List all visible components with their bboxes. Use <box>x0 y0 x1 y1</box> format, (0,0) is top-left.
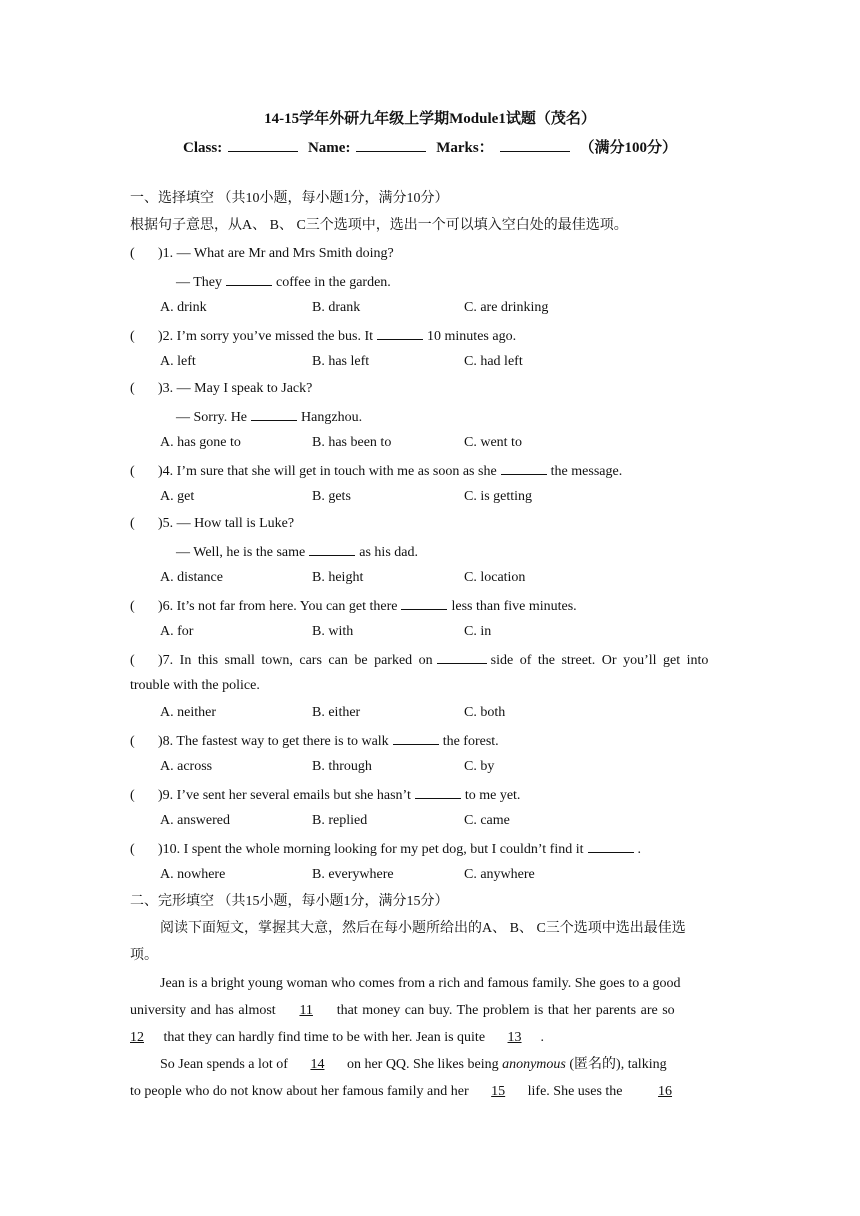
class-blank <box>228 137 298 152</box>
cloze-blank-13: 13 <box>507 1030 522 1045</box>
passage-text: So Jean spends a lot of <box>160 1057 288 1072</box>
answer-blank <box>588 839 634 853</box>
class-label: Class: <box>183 140 223 156</box>
option-a: A. drink <box>160 300 207 315</box>
passage-text: university and has almost <box>130 1003 276 1018</box>
option-b: B. has been to <box>312 435 392 450</box>
option-b: B. either <box>312 705 361 720</box>
passage-line <box>130 1002 733 1020</box>
response-text: — They <box>176 275 223 290</box>
cloze-blank-16: 16 <box>658 1084 673 1099</box>
question-stem-end: side of the street. Or you’ll get into <box>490 653 709 668</box>
option-a: A. has gone to <box>160 435 241 450</box>
question-stem-end: . <box>637 842 642 857</box>
answer-blank <box>501 461 547 475</box>
section2-instruction: 阅读下面短文，掌握其大意，然后在每小题所给出的A、 B、 C三个选项中选出最佳选 <box>160 921 686 936</box>
passage-text: that money can buy. The problem is that her parents are so <box>336 1003 675 1018</box>
option-c: C. in <box>464 624 492 639</box>
italic-term: anonymous <box>502 1057 566 1072</box>
question-6 <box>130 596 733 616</box>
answer-blank <box>437 650 487 664</box>
option-c: C. both <box>464 705 506 720</box>
question-8 <box>130 731 733 751</box>
option-c: C. came <box>464 813 510 828</box>
section2-instruction-cont: 项。 <box>130 948 158 963</box>
answer-paren: ( <box>130 381 135 396</box>
passage-text: on her QQ. She likes being <box>346 1057 499 1072</box>
question-9-options <box>160 812 733 830</box>
question-stem: )2. I’m sorry you’ve missed the bus. It <box>158 329 374 344</box>
answer-paren: ( <box>130 516 135 531</box>
section1-heading: 一、选择填空 （共10小题，每小题1分，满分10分） <box>130 191 449 206</box>
answer-paren: ( <box>130 788 135 803</box>
answer-blank <box>226 272 272 286</box>
question-2-options <box>160 353 733 371</box>
question-7 <box>130 650 733 670</box>
section2-heading: 二、完形填空 （共15小题，每小题1分，满分15分） <box>130 894 449 909</box>
option-b: B. everywhere <box>312 867 394 882</box>
option-c: C. had left <box>464 354 523 369</box>
answer-blank <box>309 542 355 556</box>
question-4 <box>130 461 733 481</box>
passage-text: to people who do not know about her famous family and her <box>130 1084 469 1099</box>
passage-line <box>160 1056 733 1074</box>
question-10 <box>130 839 733 859</box>
name-label: Name: <box>307 140 351 156</box>
passage-text: . <box>540 1030 545 1045</box>
question-stem-end: less than five minutes. <box>451 599 577 614</box>
question-1 <box>130 245 733 263</box>
full-marks-note: （满分100分） <box>579 140 677 156</box>
question-7-continued: trouble with the police. <box>130 678 260 693</box>
question-stem: )3. — May I speak to Jack? <box>158 381 313 396</box>
option-c: C. went to <box>464 435 522 450</box>
question-4-options <box>160 488 733 506</box>
question-9 <box>130 785 733 805</box>
question-stem-end: 10 minutes ago. <box>427 329 517 344</box>
question-6-options <box>160 623 733 641</box>
option-a: A. nowhere <box>160 867 226 882</box>
question-5 <box>130 515 733 533</box>
option-a: A. left <box>160 354 196 369</box>
option-b: B. drank <box>312 300 361 315</box>
cloze-blank-11: 11 <box>299 1003 313 1018</box>
question-stem: )8. The fastest way to get there is to walk <box>158 734 389 749</box>
answer-paren: ( <box>130 653 135 668</box>
passage-line: Jean is a bright young woman who comes from a rich and famous family. She goes to a good <box>160 976 681 991</box>
passage-line <box>130 1083 733 1101</box>
answer-paren: ( <box>130 599 135 614</box>
question-stem-end: to me yet. <box>464 788 521 803</box>
option-a: A. across <box>160 759 213 774</box>
cloze-blank-12: 12 <box>130 1030 144 1045</box>
response-text: Hangzhou. <box>301 410 363 425</box>
question-stem-end: the message. <box>550 464 623 479</box>
option-c: C. is getting <box>464 489 533 504</box>
option-c: C. by <box>464 759 495 774</box>
page-title: 14-15学年外研九年级上学期Module1试题（茂名） <box>264 111 596 127</box>
option-a: A. answered <box>160 813 230 828</box>
question-7-options <box>160 704 733 722</box>
question-stem: )9. I’ve sent her several emails but she hasn’t <box>158 788 411 803</box>
option-b: B. through <box>312 759 372 774</box>
passage-line <box>130 1029 733 1047</box>
option-b: B. gets <box>312 489 351 504</box>
question-5-response <box>176 542 733 562</box>
option-b: B. with <box>312 624 354 639</box>
cloze-blank-15: 15 <box>491 1084 506 1099</box>
passage-text: (匿名的), talking <box>569 1057 667 1072</box>
question-stem: )10. I spent the whole morning looking for my pet dog, but I couldn’t find it <box>158 842 584 857</box>
answer-blank <box>415 785 461 799</box>
question-8-options <box>160 758 733 776</box>
answer-paren: ( <box>130 464 135 479</box>
option-b: B. replied <box>312 813 368 828</box>
answer-paren: ( <box>130 842 135 857</box>
question-stem: )5. — How tall is Luke? <box>158 516 295 531</box>
response-text: as his dad. <box>359 545 418 560</box>
response-text: — Sorry. He <box>176 410 248 425</box>
answer-paren: ( <box>130 734 135 749</box>
question-stem: )1. — What are Mr and Mrs Smith doing? <box>158 246 394 261</box>
option-b: B. height <box>312 570 364 585</box>
name-blank <box>356 137 426 152</box>
question-1-options <box>160 299 733 317</box>
question-stem: )7. In this small town, cars can be parked on <box>158 653 433 668</box>
option-a: A. for <box>160 624 194 639</box>
question-stem: )4. I’m sure that she will get in touch with me as soon as she <box>158 464 497 479</box>
option-b: B. has left <box>312 354 370 369</box>
question-10-options <box>160 866 733 884</box>
answer-paren: ( <box>130 329 135 344</box>
question-stem: )6. It’s not far from here. You can get there <box>158 599 398 614</box>
answer-blank <box>393 731 439 745</box>
question-3 <box>130 380 733 398</box>
marks-blank <box>500 137 570 152</box>
question-3-options <box>160 434 733 452</box>
question-3-response <box>176 407 733 427</box>
response-text: coffee in the garden. <box>276 275 391 290</box>
cloze-blank-14: 14 <box>310 1057 325 1072</box>
question-5-options <box>160 569 733 587</box>
question-2 <box>130 326 733 346</box>
option-c: C. location <box>464 570 526 585</box>
option-a: A. neither <box>160 705 216 720</box>
question-1-response <box>176 272 733 292</box>
option-c: C. anywhere <box>464 867 535 882</box>
marks-label: Marks： <box>436 140 494 156</box>
option-a: A. distance <box>160 570 223 585</box>
question-stem-end: the forest. <box>442 734 499 749</box>
section1-instruction: 根据句子意思，从A、 B、 C三个选项中，选出一个可以填入空白处的最佳选项。 <box>130 218 628 233</box>
option-a: A. get <box>160 489 195 504</box>
student-info-header <box>0 137 860 157</box>
option-c: C. are drinking <box>464 300 549 315</box>
answer-paren: ( <box>130 246 135 261</box>
answer-blank <box>251 407 297 421</box>
response-text: — Well, he is the same <box>176 545 306 560</box>
passage-text: that they can hardly find time to be with her. Jean is quite <box>163 1030 486 1045</box>
answer-blank <box>377 326 423 340</box>
answer-blank <box>401 596 447 610</box>
passage-text: life. She uses the <box>527 1084 623 1099</box>
